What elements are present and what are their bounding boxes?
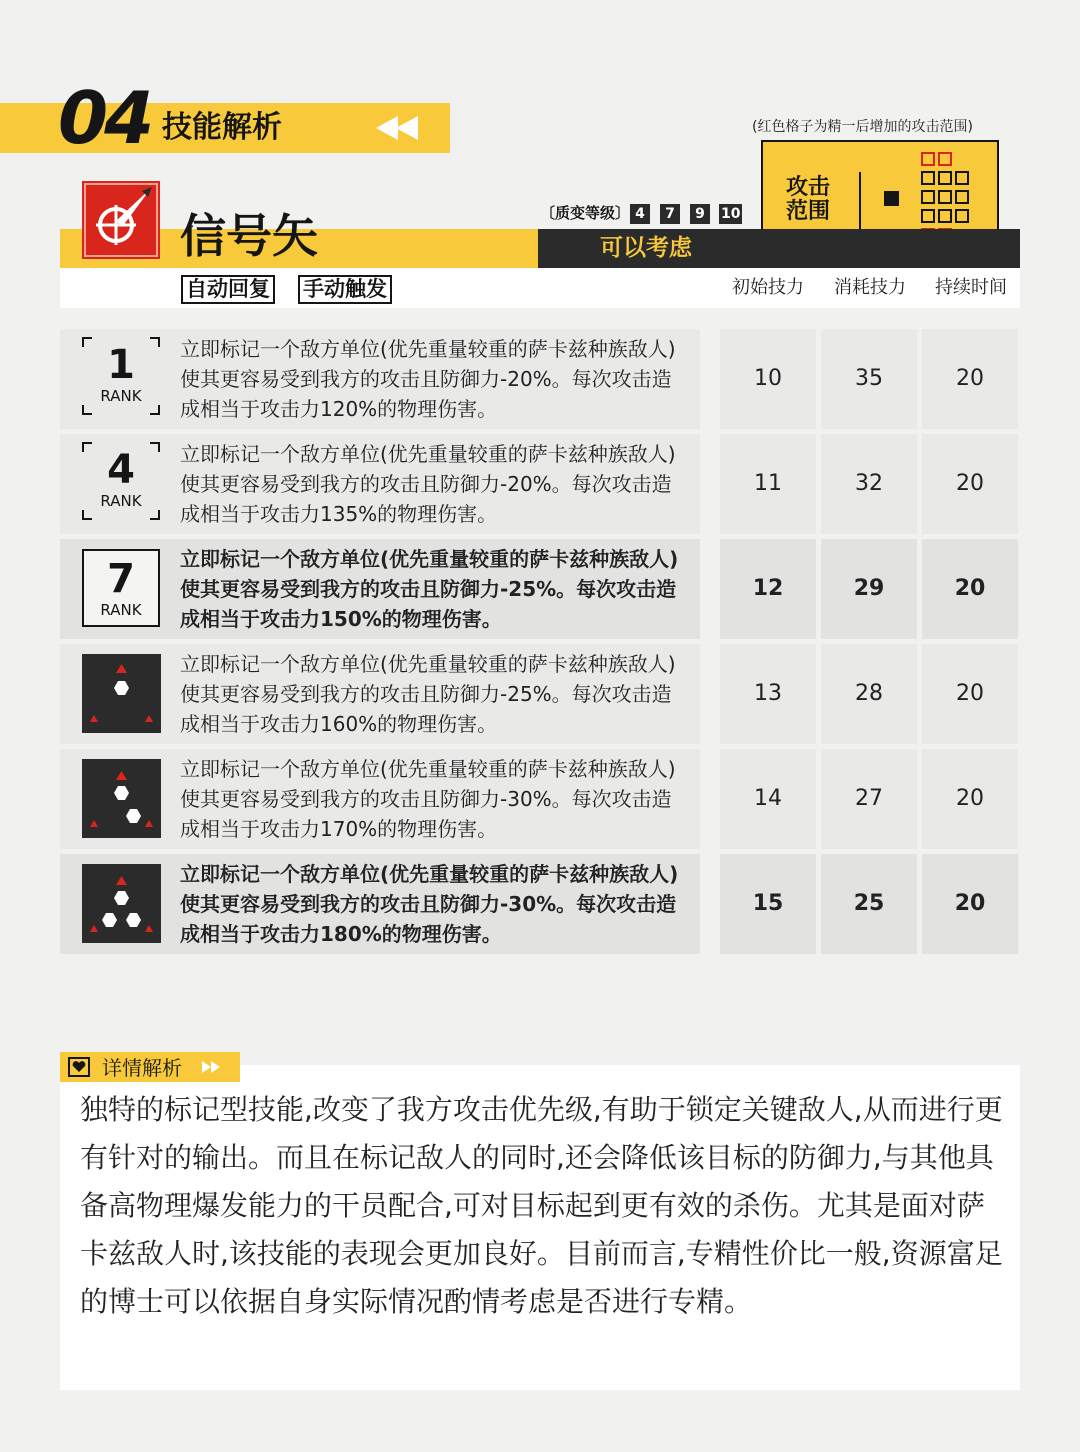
operator-position-icon bbox=[884, 191, 899, 206]
skill-description: 立即标记一个敌方单位(优先重量较重的萨卡兹种族敌人)使其更容易受到我方的攻击且防御力-25%。每次攻击造成相当于攻击力150%的物理伤害。 bbox=[180, 547, 679, 631]
mastery-2-icon bbox=[82, 759, 161, 838]
rank-badge bbox=[82, 442, 160, 520]
sp-cost-cell: 25 bbox=[821, 854, 917, 954]
duration-cell: 20 bbox=[922, 434, 1018, 534]
rank-number: 7 bbox=[107, 556, 135, 602]
double-arrow-right-icon bbox=[200, 1060, 224, 1074]
initial-sp-cell: 14 bbox=[720, 749, 816, 849]
skill-description: 立即标记一个敌方单位(优先重量较重的萨卡兹种族敌人)使其更容易受到我方的攻击且防御力-30%。每次攻击造成相当于攻击力170%的物理伤害。 bbox=[180, 757, 676, 841]
mastery-1-icon bbox=[82, 654, 161, 733]
skill-name: 信号矢 bbox=[180, 209, 318, 263]
initial-sp-cell: 11 bbox=[720, 434, 816, 534]
section-number: 04 bbox=[58, 76, 151, 160]
analysis-text: 独特的标记型技能,改变了我方攻击优先级,有助于锁定关键敌人,从而进行更有针对的输出。而且在标记敌人的同时,还会降低该目标的防御力,与其他具备高物理爆发能力的干员配合,可对目标起到更有效的杀伤。尤其是面对萨卡兹敌人时,该技能的表现会更加良好。目前而言,专精性价比一般,资源富足的博士可以依据自身实际情况酌情考虑是否进行专精。 bbox=[80, 1093, 1003, 1318]
skill-description: 立即标记一个敌方单位(优先重量较重的萨卡兹种族敌人)使其更容易受到我方的攻击且防御力-20%。每次攻击造成相当于攻击力135%的物理伤害。 bbox=[180, 442, 676, 526]
rank-number: 4 bbox=[107, 447, 135, 493]
tag-manual-trigger: 手动触发 bbox=[298, 275, 392, 304]
skill-description: 立即标记一个敌方单位(优先重量较重的萨卡兹种族敌人)使其更容易受到我方的攻击且防御力-25%。每次攻击造成相当于攻击力160%的物理伤害。 bbox=[180, 652, 676, 736]
mutation-level-badge: 10 bbox=[721, 206, 741, 222]
sp-cost-cell: 27 bbox=[821, 749, 917, 849]
sp-cost-cell: 32 bbox=[821, 434, 917, 534]
column-header-initial-sp: 初始技力 bbox=[732, 277, 804, 298]
initial-sp-cell: 15 bbox=[720, 854, 816, 954]
heart-box-icon bbox=[68, 1057, 90, 1077]
sp-cost-cell: 28 bbox=[821, 644, 917, 744]
skill-signal-arrow-icon bbox=[82, 181, 160, 259]
column-header-duration: 持续时间 bbox=[935, 277, 1007, 298]
analysis-tag-label: 详情解析 bbox=[102, 1056, 182, 1080]
initial-sp-cell: 10 bbox=[720, 329, 816, 429]
attack-range-label: 攻击范围 bbox=[786, 175, 831, 224]
skill-description: 立即标记一个敌方单位(优先重量较重的萨卡兹种族敌人)使其更容易受到我方的攻击且防御力-20%。每次攻击造成相当于攻击力120%的物理伤害。 bbox=[180, 337, 676, 421]
rank-number: 1 bbox=[107, 342, 135, 388]
column-header-sp-cost: 消耗技力 bbox=[834, 277, 906, 298]
duration-cell: 20 bbox=[922, 749, 1018, 849]
initial-sp-cell: 12 bbox=[720, 539, 816, 639]
sp-cost-cell: 29 bbox=[821, 539, 917, 639]
initial-sp-cell: 13 bbox=[720, 644, 816, 744]
duration-cell: 20 bbox=[922, 539, 1018, 639]
rank-label: RANK bbox=[100, 601, 142, 619]
skill-verdict: 可以考虑 bbox=[600, 235, 692, 261]
skill-description: 立即标记一个敌方单位(优先重量较重的萨卡兹种族敌人)使其更容易受到我方的攻击且防御力-30%。每次攻击造成相当于攻击力180%的物理伤害。 bbox=[180, 862, 679, 946]
sp-cost-cell: 35 bbox=[821, 329, 917, 429]
duration-cell: 20 bbox=[922, 644, 1018, 744]
rank-label: RANK bbox=[100, 387, 142, 405]
mutation-level-badge: 4 bbox=[630, 204, 650, 224]
mutation-level-badge: 9 bbox=[690, 204, 710, 224]
duration-cell: 20 bbox=[922, 329, 1018, 429]
rank-badge bbox=[82, 337, 160, 415]
mutation-level-label: 〔质变等级〕 bbox=[540, 204, 631, 222]
rank-label: RANK bbox=[100, 492, 142, 510]
tag-auto-recovery: 自动回复 bbox=[181, 275, 275, 304]
duration-cell: 20 bbox=[922, 854, 1018, 954]
range-note: (红色格子为精一后增加的攻击范围) bbox=[752, 119, 973, 135]
section-title: 技能解析 bbox=[162, 110, 282, 145]
mutation-level-badge: 7 bbox=[660, 204, 680, 224]
double-arrow-left-icon bbox=[374, 113, 424, 143]
range-divider bbox=[859, 172, 861, 230]
mastery-3-icon bbox=[82, 864, 161, 943]
rank-badge bbox=[82, 549, 160, 627]
